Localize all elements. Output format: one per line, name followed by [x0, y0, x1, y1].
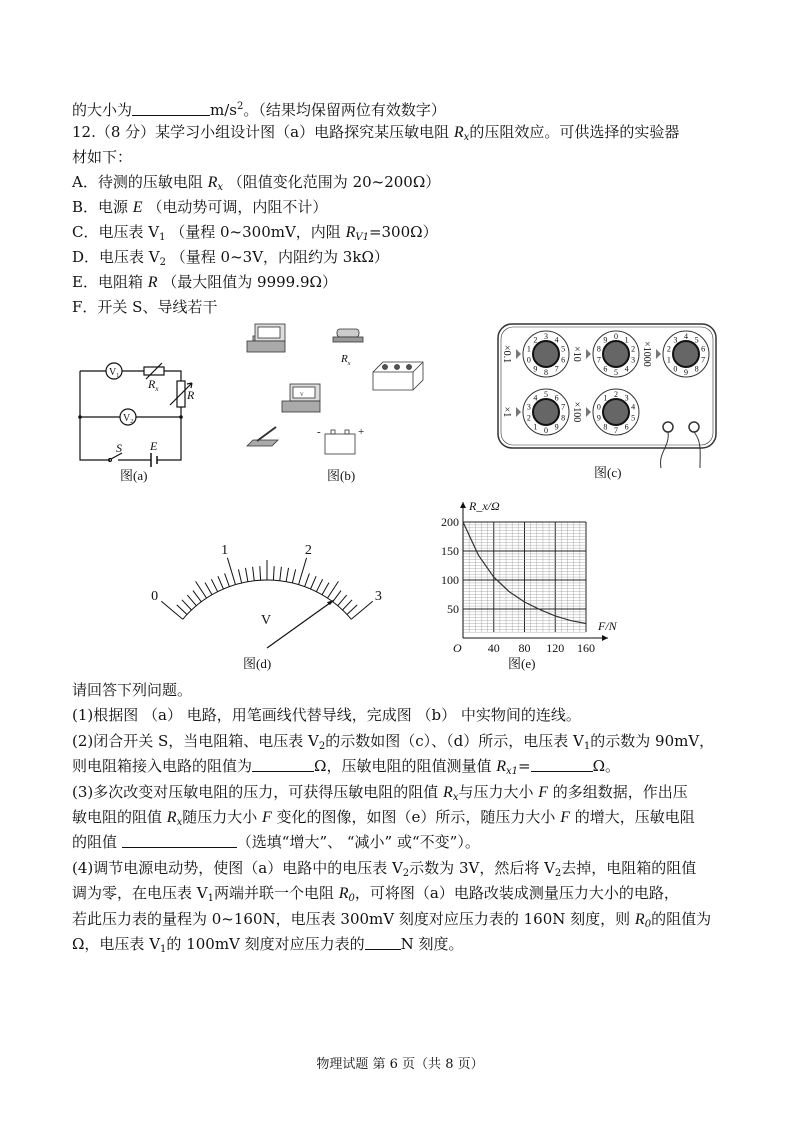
subscript: 2 [554, 867, 562, 879]
dial-digit: 4 [624, 364, 629, 374]
text-segment: Ω，电压表 V [72, 935, 161, 953]
dial-digit: 1 [533, 422, 538, 432]
text-segment: (1)根据图 （a） 电路，用笔画线代替导线，完成图 （b） 中实物间的连线。 [72, 706, 581, 725]
y-tick-label: 200 [441, 515, 459, 529]
scale-tick [238, 569, 241, 583]
scale-label: 1 [221, 543, 229, 559]
subscript: 2 [159, 257, 167, 268]
variable: R [345, 224, 356, 241]
rx-letter: R [148, 377, 156, 391]
answer-blank[interactable] [365, 935, 401, 950]
text-segment: 的示数如图（c）、（d）所示，电压表 V [325, 731, 584, 750]
dial-digit: 2 [631, 344, 636, 354]
dial-digit: 7 [596, 355, 601, 365]
dial-digit: 1 [526, 344, 531, 354]
x-axis-arrow-icon [602, 635, 608, 641]
dial-digit: 7 [554, 364, 559, 374]
scale-tick [253, 567, 255, 581]
battery-plus: + [358, 426, 365, 438]
variable: R [166, 809, 177, 826]
terminal-right[interactable] [689, 422, 699, 432]
subscript: 2 [402, 867, 410, 879]
dial-digit: 8 [544, 368, 548, 377]
scale-tick [338, 595, 347, 606]
dial-digit: 8 [561, 413, 566, 423]
text-line [72, 146, 132, 168]
scale-tick [187, 595, 196, 606]
answer-blank[interactable] [252, 757, 314, 772]
pressure-resistor-device[interactable] [333, 329, 363, 342]
variable: F [261, 809, 272, 826]
dial-3[interactable] [523, 389, 569, 435]
rx-sub: x [155, 385, 159, 393]
text-line [72, 831, 480, 853]
dial-digit: 7 [561, 402, 566, 412]
text-segment: =300Ω） [368, 223, 438, 241]
text-segment: （量程 0~300mV，内阻 [165, 223, 346, 241]
subscript: 2 [318, 740, 326, 752]
dial-digit: 5 [561, 344, 566, 354]
scale-tick [227, 558, 235, 585]
y-tick-label: 100 [441, 573, 459, 587]
text-segment: （选填“增大”、 “减小” 或“不变”）。 [236, 833, 480, 852]
text-line [72, 121, 679, 143]
text-segment: 材如下： [72, 148, 133, 166]
figure-a-caption: 图(a) [120, 468, 148, 483]
text-line [72, 296, 217, 318]
dial-digit: 7 [701, 355, 706, 365]
text-line [72, 96, 446, 118]
scale-tick [311, 576, 317, 589]
v2-letter: V [123, 413, 131, 424]
text-line [72, 730, 714, 752]
s-label: S [116, 441, 122, 455]
dial-multiplier: ×1 [501, 406, 512, 418]
dial-digit: 7 [614, 426, 618, 435]
dial-multiplier: ×100 [571, 401, 582, 423]
text-line [72, 196, 327, 218]
answer-blank[interactable] [122, 833, 237, 848]
dial-digit: 3 [544, 332, 548, 341]
dial-multiplier: ×0.1 [501, 344, 512, 364]
dial-digit: 0 [544, 426, 548, 435]
scale-tick [260, 566, 261, 580]
text-segment: B．电源 [72, 198, 133, 216]
resistance-box-device[interactable] [373, 362, 423, 390]
scale-tick [273, 566, 274, 580]
dial-multiplier: ×10 [571, 346, 582, 362]
scale-tick [305, 573, 310, 586]
origin-label: O [453, 641, 462, 655]
variable: R [443, 783, 453, 801]
subscript: x [463, 132, 470, 143]
scale-tick [211, 579, 217, 592]
variable: R [338, 885, 349, 903]
figure-c-resistance-box [496, 322, 721, 482]
scale-tick [292, 569, 295, 583]
subscript: 1 [207, 893, 214, 905]
text-segment: 的增大，压敏电阻 [569, 808, 695, 826]
terminal-left[interactable] [663, 422, 673, 432]
text-segment: E．电阻箱 [72, 273, 148, 291]
dial-digit: 8 [603, 422, 608, 432]
text-segment: 的示数为 90mV， [590, 731, 715, 750]
dial-4[interactable] [593, 389, 639, 435]
dial-digit: 1 [624, 335, 629, 345]
dial-0[interactable] [523, 331, 569, 377]
text-segment: C．电压表 V [72, 223, 160, 241]
figure-a-circuit [78, 355, 218, 490]
dial-digit: 6 [554, 393, 559, 403]
dial-digit: 4 [533, 393, 538, 403]
figure-d-caption: 图(d) [243, 656, 272, 671]
scale-tick [322, 583, 329, 595]
text-segment: 去掉，电阻箱的阻值 [561, 858, 697, 877]
dial-digit: 1 [666, 355, 671, 365]
text-segment: 的阻值为 [651, 909, 712, 928]
dial-digit: 5 [694, 335, 699, 345]
scale-label: 2 [304, 543, 312, 559]
text-segment: （阻值变化范围为 20~200Ω） [223, 173, 441, 191]
variable: E [132, 199, 143, 216]
text-segment: （电动势可调，内阻不计） [142, 198, 328, 216]
voltmeter-v1-device[interactable] [247, 324, 285, 352]
dial-digit: 5 [631, 413, 636, 423]
text-line [72, 704, 581, 726]
scale-tick [299, 558, 307, 585]
x-tick-label: 120 [546, 641, 565, 655]
subscript: 1 [160, 944, 167, 955]
variable: F [560, 809, 570, 826]
scale-tick [218, 576, 224, 589]
dial-digit: 5 [544, 390, 548, 399]
variable: R [147, 274, 158, 291]
answer-blank[interactable] [531, 757, 593, 772]
subscript: 1 [159, 232, 166, 243]
figure-b-caption: 图(b) [327, 468, 356, 483]
scale-tick [225, 573, 230, 586]
text-line [72, 221, 438, 243]
meter-unit: V [261, 613, 272, 628]
text-segment: 12.（8 分）某学习小组设计图（a）电路探究某压敏电阻 [72, 123, 454, 141]
text-segment: 随压力大小 [182, 808, 262, 826]
text-segment: Ω，压敏电阻的阻值测量值 [314, 757, 497, 776]
text-line [72, 857, 696, 879]
text-line [72, 246, 389, 268]
dial-digit: 6 [624, 422, 629, 432]
e-label: E [150, 439, 158, 453]
text-segment: 的多组数据，作出压 [548, 782, 688, 801]
x-tick-label: 40 [487, 641, 500, 655]
subscript: x [452, 791, 459, 803]
text-line [72, 271, 337, 293]
dial-digit: 3 [526, 402, 531, 412]
text-segment: 的大小为 [72, 101, 133, 119]
text-line [72, 679, 192, 701]
text-segment: 则电阻箱接入电路的阻值为 [72, 757, 253, 776]
text-segment: F．开关 S、导线若干 [72, 298, 218, 316]
scale-tick [182, 600, 192, 610]
figure-e-caption: 图(e) [508, 656, 536, 671]
scale-tick [286, 568, 288, 582]
text-line [72, 171, 440, 193]
x-tick-label: 160 [577, 641, 595, 655]
text-line [72, 806, 695, 828]
subscript: 2 [237, 101, 244, 112]
scale-tick [347, 605, 357, 615]
rx-device-letter: R [341, 353, 348, 365]
text-segment: = [518, 757, 531, 776]
text-segment: D．电压表 V [72, 248, 160, 266]
scale-label: 3 [374, 589, 382, 605]
scale-tick [342, 600, 352, 610]
dial-digit: 9 [603, 335, 608, 345]
variable: R [496, 758, 507, 776]
text-line [72, 781, 688, 803]
text-segment: 两端并联一个电阻 [213, 884, 339, 903]
rx-device-label [340, 353, 351, 367]
subscript: x [176, 817, 183, 828]
dial-2[interactable] [663, 331, 709, 377]
scale-tick [351, 601, 372, 619]
v2-sub: 2 [130, 419, 134, 425]
dial-digit: 3 [673, 335, 678, 345]
subscript: x1 [506, 766, 519, 778]
text-segment: 请回答下列问题。 [72, 681, 193, 699]
dial-digit: 0 [526, 355, 531, 365]
text-segment: ，可将图（a）电路改装成测量压力大小的电路， [354, 884, 679, 903]
dial-multiplier: ×1000 [641, 341, 652, 367]
figure-c-caption: 图(c) [594, 465, 622, 480]
dial-digit: 0 [596, 402, 601, 412]
switch-device[interactable] [247, 427, 278, 446]
v2-meter-label: V [300, 393, 304, 398]
dial-digit: 6 [701, 344, 706, 354]
text-line [72, 933, 464, 955]
dial-digit: 4 [631, 402, 636, 412]
text-segment: N 刻度。 [400, 935, 464, 953]
y-axis-arrow-icon [460, 502, 466, 508]
answer-blank[interactable] [132, 101, 210, 116]
dial-digit: 8 [596, 344, 601, 354]
dial-digit: 3 [624, 393, 629, 403]
dial-digit: 9 [533, 364, 538, 374]
text-segment: （最大阻值为 9999.9Ω） [157, 273, 337, 291]
subscript: 1 [583, 740, 591, 752]
dial-digit: 2 [526, 413, 531, 423]
v1-sub: 1 [116, 373, 120, 379]
dial-1[interactable] [593, 331, 639, 377]
y-axis-label: R_x/Ω [469, 499, 500, 513]
text-segment: 若此压力表的量程为 0~160N，电压表 300mV 刻度对应压力表的 160N 刻度，则 [72, 909, 635, 928]
variable: R [634, 910, 645, 928]
scale-label: 0 [151, 589, 159, 605]
voltmeter-v2-device[interactable] [282, 384, 320, 412]
variable: R [207, 174, 218, 191]
dial-digit: 6 [561, 355, 566, 365]
dial-digit: 4 [554, 335, 559, 345]
dial-digit: 9 [596, 413, 601, 423]
dial-digit: 4 [684, 332, 688, 341]
dial-digit: 2 [614, 390, 618, 399]
dial-digit: 3 [631, 355, 636, 365]
subscript: V1 [355, 232, 369, 243]
dial-digit: 9 [684, 368, 688, 377]
r-label: R [187, 388, 195, 402]
dial-digit: 0 [614, 332, 618, 341]
figure-b-devices [245, 322, 425, 487]
figure-d-voltmeter-scale [151, 540, 382, 675]
dial-digit: 1 [603, 393, 608, 403]
v1-letter: V [109, 367, 117, 378]
text-segment: 的压阻效应。可供选择的实验器 [469, 123, 680, 141]
scale-tick [280, 567, 282, 581]
text-line [72, 882, 679, 904]
scale-tick [177, 605, 187, 615]
x-tick-label: 80 [518, 641, 531, 655]
scale-tick [205, 583, 212, 595]
y-tick-label: 150 [441, 544, 459, 558]
text-segment: 变化的图像，如图（e）所示，随压力大小 [271, 808, 561, 826]
subscript: 0 [348, 893, 355, 905]
text-segment: 示数为 3V，然后将 V [409, 858, 555, 877]
rx-label [147, 377, 159, 393]
dial-digit: 0 [673, 364, 678, 374]
text-segment: (2)闭合开关 S，当电阻箱、电压表 V [72, 731, 319, 750]
text-line [72, 908, 711, 930]
text-segment: 敏电阻的阻值 [72, 808, 167, 826]
subscript: x [217, 182, 224, 193]
variable: F [538, 783, 549, 801]
page-footer: 物理试题 第 6 页（共 8 页） [316, 1057, 484, 1072]
dial-digit: 2 [533, 335, 538, 345]
scale-tick [161, 601, 182, 619]
dial-digit: 9 [554, 422, 559, 432]
text-segment: 调为零，在电压表 V [72, 884, 208, 903]
figure-e-chart [420, 490, 620, 675]
meter-needle [267, 600, 334, 648]
dial-digit: 2 [666, 344, 671, 354]
dial-digit: 5 [614, 368, 618, 377]
scale-tick [333, 591, 341, 602]
text-segment: 与压力大小 [458, 782, 539, 801]
battery-minus: - [317, 426, 321, 438]
text-segment: 的 100mV 刻度对应压力表的 [166, 935, 365, 953]
text-segment: 的阻值 [72, 833, 122, 852]
subscript: 0 [644, 918, 652, 930]
scale-tick [316, 579, 322, 592]
text-line [72, 755, 620, 777]
scale-tick [193, 591, 201, 602]
y-tick-label: 50 [447, 602, 459, 616]
battery-device[interactable] [325, 430, 355, 454]
text-segment: 。（结果均保留两位有效数字） [243, 101, 446, 119]
x-axis-label: F/N [598, 619, 617, 633]
dial-digit: 6 [603, 364, 608, 374]
text-segment: (4)调节电源电动势，使图（a）电路中的电压表 V [72, 858, 403, 877]
text-segment: m/s [210, 101, 237, 119]
scale-tick [245, 568, 247, 582]
rx-device-sub: x [347, 361, 351, 367]
text-segment: (3)多次改变对压敏电阻的压力，可获得压敏电阻的阻值 [72, 782, 444, 801]
dial-digit: 8 [694, 364, 699, 374]
variable: R [453, 124, 464, 141]
text-segment: Ω。 [592, 757, 621, 776]
text-segment: （量程 0~3V，内阻约为 3kΩ） [166, 248, 389, 266]
text-segment: A．待测的压敏电阻 [72, 173, 208, 191]
